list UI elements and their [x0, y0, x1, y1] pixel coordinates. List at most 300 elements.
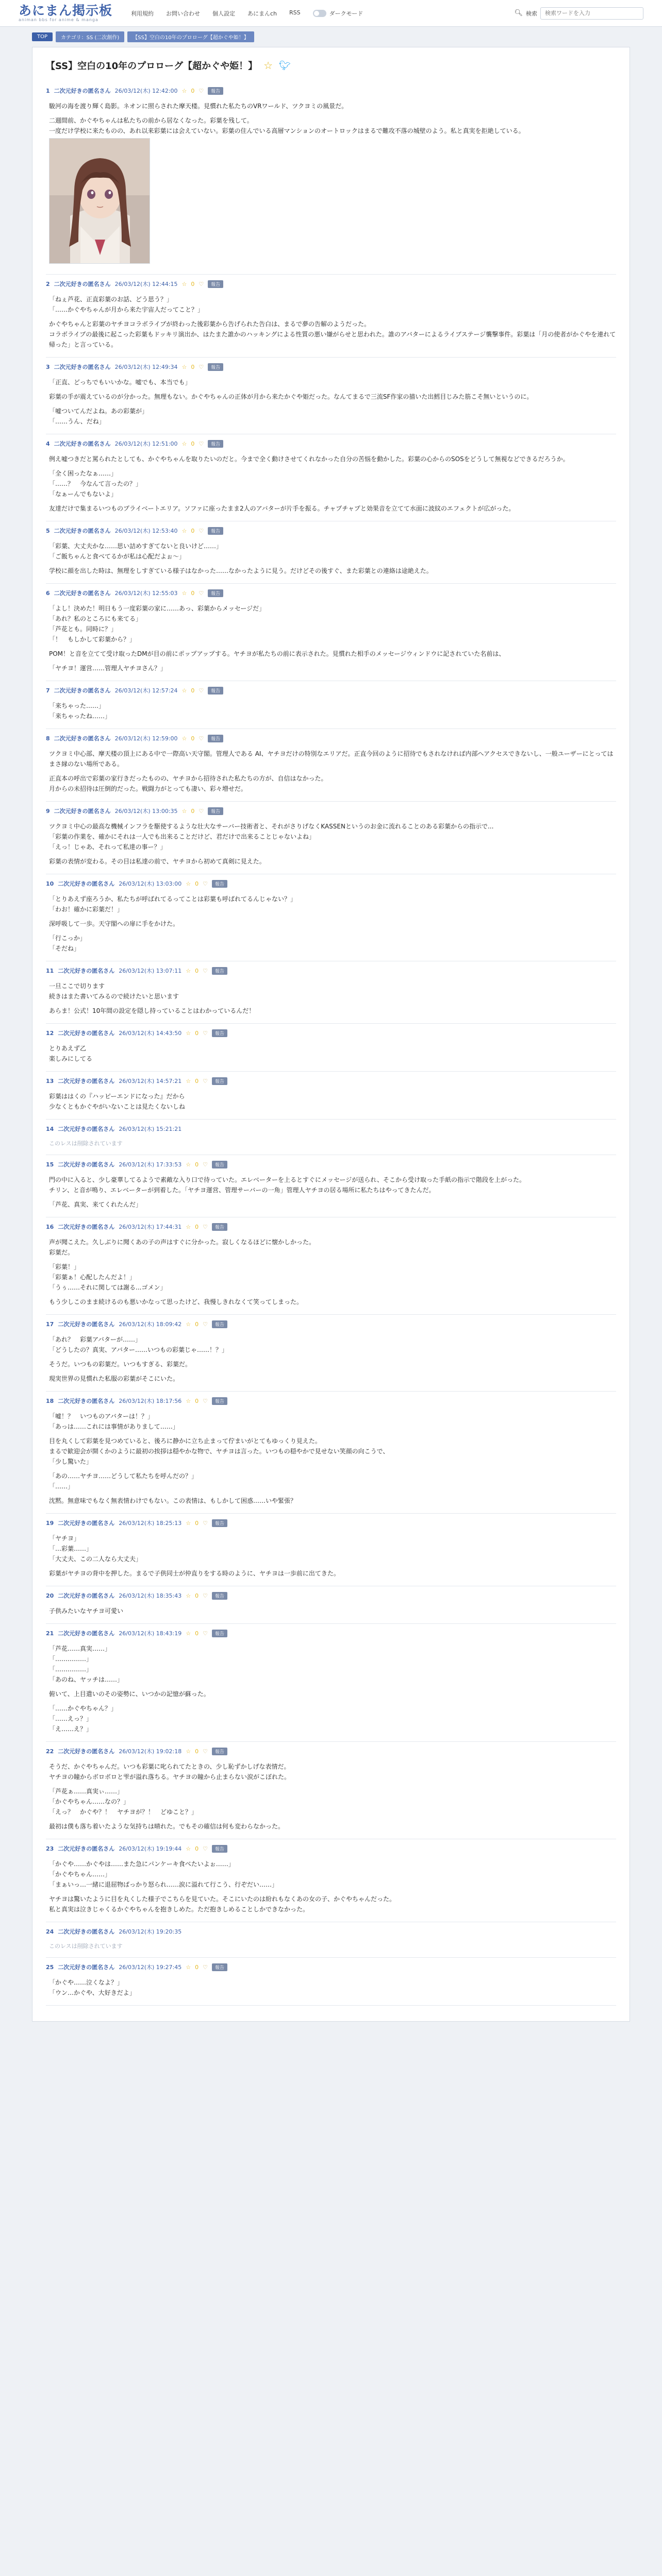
- post-line: 「嘘ついてんだよね。あの彩葉が」: [49, 408, 148, 415]
- post-line: 「そだね」: [49, 945, 80, 952]
- post-header: [46, 879, 616, 888]
- post-line: 「あのね、ヤッチは……」: [49, 1676, 124, 1683]
- post-number[interactable]: 3: [46, 363, 50, 370]
- post-header: [46, 1591, 616, 1600]
- report-button[interactable]: 報告: [212, 1630, 227, 1637]
- reaction-heart-icon[interactable]: ♡: [203, 1845, 208, 1852]
- post-body: [46, 603, 616, 673]
- reaction-heart-icon[interactable]: ♡: [198, 527, 204, 534]
- like-count: 0: [195, 1519, 199, 1527]
- report-button[interactable]: 報告: [212, 880, 227, 888]
- like-count: 0: [191, 280, 195, 287]
- post: [46, 1120, 616, 1155]
- like-count: 0: [195, 1320, 199, 1328]
- post-number[interactable]: 22: [46, 1748, 54, 1755]
- like-star-icon[interactable]: ☆: [186, 1320, 191, 1328]
- post-date: 26/03/12(木) 19:19:44: [119, 1845, 182, 1852]
- post-body: [46, 1643, 616, 1734]
- post-line: [49, 929, 616, 933]
- post-date: 26/03/12(木) 18:09:42: [119, 1321, 182, 1328]
- poster-name: 二次元好きの匿名さん: [58, 1520, 115, 1527]
- post-date: 26/03/12(木) 12:49:34: [114, 364, 178, 370]
- report-button[interactable]: 報告: [212, 967, 227, 975]
- post-line: 彩葉ははくの『ハッピーエンドになった』だから: [49, 1093, 185, 1100]
- post-number[interactable]: 14: [46, 1125, 54, 1132]
- post-line: [49, 1817, 616, 1821]
- post-line: 「かぐやちゃん……」: [49, 1871, 111, 1878]
- post-line: 「まぁいっ…一緒に退屈物ばっかり怒られ……涙に溢れて行こう、行ぞだい……」: [49, 1881, 278, 1888]
- report-button[interactable]: 報告: [208, 589, 223, 597]
- like-count: 0: [195, 1963, 199, 1971]
- post: [46, 1514, 616, 1586]
- post-line: あらま！公式！10年間の設定を隠し持っていることはわかっているんだ！: [49, 1007, 255, 1014]
- like-star-icon[interactable]: ☆: [186, 880, 191, 887]
- post-date: 26/03/12(木) 12:53:40: [114, 528, 178, 534]
- post-date: 26/03/12(木) 12:51:00: [114, 440, 178, 447]
- post-header: [46, 1629, 616, 1637]
- report-button[interactable]: 報告: [208, 735, 223, 742]
- reaction-heart-icon[interactable]: ♡: [203, 1161, 208, 1168]
- post-line: もう少しこのまま続けるのも悪いかなって思ったけど、我慢しきれなくて笑ってしまった。: [49, 1298, 303, 1306]
- post-line: 「彩葉ぁ！心配したんだよ！」: [49, 1274, 136, 1281]
- reaction-heart-icon[interactable]: ♡: [203, 1320, 208, 1328]
- post-number[interactable]: 25: [46, 1963, 54, 1971]
- post-header: [46, 967, 616, 975]
- site-logo-text: あにまん掲示板: [19, 3, 113, 18]
- nav-terms[interactable]: 利用規約: [131, 10, 154, 17]
- post-line: [49, 1699, 616, 1703]
- post-date: 26/03/12(木) 18:25:13: [119, 1520, 182, 1527]
- report-button[interactable]: 報告: [208, 363, 223, 371]
- post-line: 現実世界の見慣れた私服の彩葉がそこにいた。: [49, 1375, 179, 1382]
- post-body: [46, 894, 616, 954]
- like-star-icon[interactable]: ☆: [186, 1397, 191, 1404]
- like-count: 0: [195, 1592, 199, 1599]
- post-line: 「ウン…かぐや、大好きだよ」: [49, 1989, 136, 1996]
- poster-name: 二次元好きの匿名さん: [54, 528, 111, 534]
- like-count: 0: [195, 1748, 199, 1755]
- like-count: 0: [195, 1077, 199, 1084]
- post-line: [49, 645, 616, 649]
- post-line: 子供みたいなヤチヨ可愛い: [49, 1607, 124, 1615]
- thread-title: 【SS】空白の10年のプロローグ【超かぐや姫！】: [46, 61, 258, 72]
- post-number[interactable]: 4: [46, 440, 50, 447]
- post-line: 「ねぇ芦花、正直彩葉のお話、どう思う？」: [49, 296, 173, 303]
- post: [46, 1072, 616, 1120]
- like-count: 0: [191, 735, 195, 742]
- post-date: 26/03/12(木) 17:33:53: [119, 1161, 182, 1168]
- like-star-icon[interactable]: ☆: [181, 87, 187, 94]
- post-line: 「……うん、だね」: [49, 418, 105, 425]
- post-line: [49, 111, 616, 115]
- post-line: [49, 1782, 616, 1786]
- like-star-icon[interactable]: ☆: [181, 735, 187, 742]
- post-line: ヤチヨの瞳からボロボロと雫が溢れ落ちる。ヤチヨの瞳から止まらない涙がこぼれた。: [49, 1773, 291, 1781]
- post-header: [46, 1747, 616, 1755]
- like-count: 0: [195, 1845, 199, 1852]
- reaction-heart-icon[interactable]: ♡: [203, 1519, 208, 1527]
- post-body: [46, 1533, 616, 1579]
- report-button[interactable]: 報告: [212, 1963, 227, 1971]
- post-header: [46, 1160, 616, 1168]
- reaction-heart-icon[interactable]: ♡: [203, 1592, 208, 1599]
- post-body: [46, 1091, 616, 1112]
- like-star-icon[interactable]: ☆: [186, 1161, 191, 1168]
- post-line: 彩葉の手が震えているのが分かった。無理もない。かぐやちゃんの正体が月から来たかぐや姫だった。なんてまるで三流SF作家の描いた出鱈目じみた筋こそ無いというのに。: [49, 393, 533, 400]
- post: [46, 584, 616, 681]
- post-number[interactable]: 7: [46, 687, 50, 694]
- post-line: 「うぅ……それに関しては謝る...ゴメン」: [49, 1284, 167, 1291]
- poster-name: 二次元好きの匿名さん: [58, 1845, 115, 1852]
- post-number[interactable]: 1: [46, 87, 50, 94]
- like-star-icon[interactable]: ☆: [181, 807, 187, 815]
- post-line: かぐやちゃんと彩葉のヤチヨコラボライブが終わった後彩葉から告げられた告白は、まるで夢の告解のようだった。: [49, 320, 371, 328]
- post-number[interactable]: 18: [46, 1397, 54, 1404]
- poster-name: 二次元好きの匿名さん: [54, 281, 111, 287]
- post-line: 「……………」: [49, 1666, 93, 1673]
- reaction-heart-icon[interactable]: ♡: [198, 687, 204, 694]
- post-line: 「正直、どっちでもいいかな。嘘でも、本当でも」: [49, 379, 191, 386]
- report-button[interactable]: 報告: [208, 807, 223, 815]
- post-line: 続きはまた書いてみるので続けたいと思います: [49, 993, 179, 1000]
- reaction-heart-icon[interactable]: ♡: [203, 880, 208, 887]
- like-count: 0: [195, 1630, 199, 1637]
- post-line: 私と真実は泣きじゃくるかぐやちゃんを抱きしめた。ただ抱きしめることしかできなかった。: [49, 1906, 309, 1913]
- post-body: [46, 1606, 616, 1616]
- reaction-heart-icon[interactable]: ♡: [198, 807, 204, 815]
- post-line: [49, 914, 616, 919]
- like-count: 0: [191, 807, 195, 815]
- post-image-anime-girl[interactable]: [49, 138, 150, 264]
- search-input[interactable]: [540, 7, 643, 20]
- reaction-heart-icon[interactable]: ♡: [203, 1630, 208, 1637]
- post-header: [46, 1397, 616, 1405]
- post-header: [46, 1844, 616, 1853]
- report-button[interactable]: 報告: [208, 87, 223, 95]
- poster-name: 二次元好きの匿名さん: [54, 364, 111, 370]
- post-number[interactable]: 11: [46, 967, 54, 974]
- post-number[interactable]: 9: [46, 807, 50, 815]
- reaction-heart-icon[interactable]: ♡: [198, 589, 204, 597]
- dark-mode-label: ダークモード: [329, 10, 363, 17]
- post-body: [46, 454, 616, 514]
- post: [46, 1315, 616, 1392]
- like-star-icon[interactable]: ☆: [181, 527, 187, 534]
- header-nav: [131, 9, 301, 18]
- report-button[interactable]: 報告: [208, 687, 223, 694]
- favorite-star-icon[interactable]: ☆: [263, 59, 273, 72]
- post-header: [46, 87, 616, 95]
- search-label: 検索: [526, 10, 537, 17]
- post-line: 「…彩葉……」: [49, 1545, 93, 1552]
- report-button[interactable]: 報告: [212, 1519, 227, 1527]
- post-line: 学校に顔を出した時は、無理をしすぎている様子はなかった……なかったように見う。だけどその後すぐ、また彩葉との連絡は途絶えた。: [49, 567, 433, 574]
- like-star-icon[interactable]: ☆: [186, 1519, 191, 1527]
- twitter-bird-icon[interactable]: 🐦︎: [279, 60, 291, 71]
- post-line: 深呼吸して一歩。天守閣への扉に手をかけた。: [49, 920, 179, 927]
- post-number[interactable]: 10: [46, 880, 54, 887]
- post-number[interactable]: 12: [46, 1029, 54, 1037]
- post-line: 「あれ？私のところにも来てる」: [49, 615, 142, 622]
- post-header: [46, 1927, 616, 1936]
- post-line: 一旦ここで切ります: [49, 982, 105, 990]
- post-date: 26/03/12(木) 13:03:00: [119, 880, 182, 887]
- post-number[interactable]: 23: [46, 1845, 54, 1852]
- reaction-heart-icon[interactable]: ♡: [203, 1963, 208, 1971]
- post-number[interactable]: 21: [46, 1630, 54, 1637]
- nav-settings[interactable]: 個人設定: [212, 10, 235, 17]
- reaction-heart-icon[interactable]: ♡: [198, 280, 204, 287]
- post-line: [49, 1195, 616, 1199]
- report-button[interactable]: 報告: [212, 1748, 227, 1755]
- post-line: [49, 1890, 616, 1894]
- post-number[interactable]: 8: [46, 735, 50, 742]
- reaction-heart-icon[interactable]: ♡: [203, 1077, 208, 1084]
- post: [46, 802, 616, 874]
- post-date: 26/03/12(木) 19:27:45: [119, 1964, 182, 1971]
- post-date: 26/03/12(木) 17:44:31: [119, 1224, 182, 1230]
- post-line: 「芦花、真実、来てくれたんだ」: [49, 1201, 142, 1208]
- post-line: 正直本の呼出で彩葉の家行きだったものの、ヤチヨから招待された私たちの方が、自信はなかった。: [49, 775, 327, 782]
- report-button[interactable]: 報告: [212, 1029, 227, 1037]
- thread-container: [32, 47, 630, 2022]
- search-icon[interactable]: 🔍︎: [514, 9, 523, 17]
- like-count: 0: [191, 527, 195, 534]
- post-line: 「かぐやちゃん……なの？」: [49, 1798, 130, 1805]
- breadcrumb-top[interactable]: TOP: [32, 32, 53, 41]
- post-line: 「全く困ったなぁ……」: [49, 470, 118, 477]
- like-star-icon[interactable]: ☆: [186, 1748, 191, 1755]
- post-line: 彩葉だ。: [49, 1249, 74, 1256]
- like-star-icon[interactable]: ☆: [186, 1223, 191, 1230]
- post: [46, 681, 616, 729]
- post-line: 「かぐや……泣くなよ？」: [49, 1979, 124, 1986]
- search-area: [514, 7, 643, 20]
- post-line: コラボライブの最後に起こった彩葉もドッキリ演出か、はたまた誰かのハッキングによる性質の悪い嫌がらせと思われた。誰のアバターによるライブステージ襲撃事件。彩葉は「月の使者がかぐやを連れて帰った」と言っている。: [49, 331, 616, 348]
- post-line: 「嘘！？ いつものアバターは！？」: [49, 1413, 154, 1420]
- post-line: 彩葉がヤチヨの背中を押した。まるで子供同士が仲直りをする時のように、ヤチヨは一歩前に出てきた。: [49, 1570, 340, 1577]
- poster-name: 二次元好きの匿名さん: [58, 880, 115, 887]
- like-star-icon[interactable]: ☆: [186, 967, 191, 974]
- post-line: 彩葉の表情が変わる。その目は私達の前で、ヤチヨから初めて真剣に見えた。: [49, 858, 266, 865]
- post-number[interactable]: 20: [46, 1592, 54, 1599]
- like-count: 0: [195, 1397, 199, 1404]
- post-line: そうだ、かぐやちゃんだ。いつも彩葉に叱られてたときの、少し恥ずかしげな表情だ。: [49, 1763, 290, 1770]
- like-count: 0: [195, 1223, 199, 1230]
- post-number[interactable]: 16: [46, 1223, 54, 1230]
- post-line: 「……？ 今なんて言ったの？」: [49, 480, 142, 487]
- reaction-heart-icon[interactable]: ♡: [198, 363, 204, 370]
- poster-name: 二次元好きの匿名さん: [58, 1321, 115, 1328]
- reaction-heart-icon[interactable]: ♡: [203, 1748, 208, 1755]
- post-body: [46, 701, 616, 721]
- report-button[interactable]: 報告: [212, 1397, 227, 1405]
- post-number[interactable]: 24: [46, 1928, 54, 1935]
- post-header: [46, 1125, 616, 1133]
- post-line: 「来ちゃった……」: [49, 702, 105, 709]
- post-body: [46, 1175, 616, 1210]
- post-line: [49, 1492, 616, 1496]
- like-star-icon[interactable]: ☆: [186, 1029, 191, 1037]
- post-number[interactable]: 13: [46, 1077, 54, 1084]
- post-number[interactable]: 19: [46, 1519, 54, 1527]
- post-line: 「わお！確かに彩葉だ！」: [49, 906, 124, 913]
- like-count: 0: [195, 967, 199, 974]
- post-line: 「……かぐやちゃん？」: [49, 1705, 118, 1712]
- post-number[interactable]: 2: [46, 280, 50, 287]
- report-button[interactable]: 報告: [208, 280, 223, 288]
- post-line: まるで歓迎会が開くかのように最初の挨拶は穏やかな物で、ヤチヨは言った。いつもの穏やかで見せない笑顔の向こうで、: [49, 1448, 389, 1455]
- report-button[interactable]: 報告: [212, 1223, 227, 1231]
- post-date: 26/03/12(木) 18:35:43: [119, 1592, 182, 1599]
- post-line: 「なぁーんでもないよ」: [49, 490, 118, 498]
- post-line: [49, 1467, 616, 1471]
- post-line: 門の中に入ると、少し豪華してるようで素敵な入り口で待っていた。エレベーターを上るとすぐにメッセージが送られ、そこから受け取った手紙の指示で階段を上がった。: [49, 1176, 526, 1183]
- post-date: 26/03/12(木) 12:55:03: [114, 590, 178, 597]
- post-line: とりあえず乙: [49, 1045, 87, 1052]
- report-button[interactable]: 報告: [208, 527, 223, 535]
- reaction-heart-icon[interactable]: ♡: [198, 735, 204, 742]
- post-header: [46, 1963, 616, 1971]
- poster-name: 二次元好きの匿名さん: [54, 687, 111, 694]
- report-button[interactable]: 報告: [212, 1845, 227, 1853]
- post-number[interactable]: 5: [46, 527, 50, 534]
- post-line: 「行こっか」: [49, 935, 86, 942]
- post-line: [49, 1258, 616, 1262]
- post-header: [46, 807, 616, 815]
- site-logo-subtitle: animan bbs for anime & manga: [19, 18, 98, 22]
- like-count: 0: [195, 880, 199, 887]
- poster-name: 二次元好きの匿名さん: [54, 808, 111, 815]
- post-line: [49, 1432, 616, 1436]
- poster-name: 二次元好きの匿名さん: [58, 968, 115, 974]
- like-star-icon[interactable]: ☆: [181, 589, 187, 597]
- toggle-switch-icon[interactable]: [313, 10, 326, 17]
- nav-contact[interactable]: お問い合わせ: [166, 10, 200, 17]
- post-date: 26/03/12(木) 18:43:19: [119, 1630, 182, 1637]
- post-header: [46, 1519, 616, 1527]
- like-star-icon[interactable]: ☆: [181, 440, 187, 447]
- reaction-heart-icon[interactable]: ♡: [203, 967, 208, 974]
- post-line: [49, 387, 616, 392]
- post-line: [49, 402, 616, 406]
- deleted-notice: このレスは削除されています: [49, 1140, 123, 1147]
- post-line: 目を丸くして彩葉を見つめていると、後ろに静かに立ち止まって佇まいがとてもゆっくり見えた。: [49, 1437, 321, 1445]
- post-body: [46, 981, 616, 1016]
- like-star-icon[interactable]: ☆: [186, 1077, 191, 1084]
- post: [46, 1839, 616, 1922]
- post-number[interactable]: 6: [46, 589, 50, 597]
- nav-animanch[interactable]: あにまんch: [247, 10, 277, 17]
- post-body: [46, 1761, 616, 1832]
- breadcrumb-category[interactable]: カテゴリ：SS (二次創作): [56, 31, 124, 42]
- poster-name: 二次元好きの匿名さん: [58, 1630, 115, 1637]
- anime-girl-illustration: [49, 139, 150, 264]
- site-logo[interactable]: [19, 4, 122, 22]
- reaction-heart-icon[interactable]: ♡: [198, 440, 204, 447]
- post: [46, 961, 616, 1024]
- like-star-icon[interactable]: ☆: [181, 687, 187, 694]
- post-line: 「……かぐやちゃんが月から来た宇宙人だってこと？」: [49, 306, 204, 313]
- post-header: [46, 363, 616, 371]
- post-body: [46, 821, 616, 867]
- post-date: 26/03/12(木) 19:20:35: [119, 1928, 182, 1935]
- post-line: 月からの未招待は圧倒的だった。戦闘力がとっても凄い、彩々増せだ。: [49, 785, 247, 792]
- post-line: [49, 1355, 616, 1359]
- reaction-heart-icon[interactable]: ♡: [203, 1029, 208, 1037]
- like-star-icon[interactable]: ☆: [186, 1963, 191, 1971]
- reaction-heart-icon[interactable]: ♡: [203, 1223, 208, 1230]
- post: [46, 358, 616, 434]
- breadcrumb-thread[interactable]: 【SS】空白の10年のプロローグ【超かぐや姫！】: [127, 31, 254, 42]
- poster-name: 二次元好きの匿名さん: [58, 1078, 115, 1084]
- like-star-icon[interactable]: ☆: [181, 280, 187, 287]
- post-date: 26/03/12(木) 14:57:21: [119, 1078, 182, 1084]
- report-button[interactable]: 報告: [208, 440, 223, 448]
- post-header: [46, 280, 616, 288]
- post-number[interactable]: 15: [46, 1161, 54, 1168]
- poster-name: 二次元好きの匿名さん: [58, 1592, 115, 1599]
- post-body: [46, 1859, 616, 1914]
- post-header: [46, 439, 616, 448]
- like-count: 0: [195, 1029, 199, 1037]
- like-star-icon[interactable]: ☆: [181, 363, 187, 370]
- like-star-icon[interactable]: ☆: [186, 1630, 191, 1637]
- post-line: [49, 1369, 616, 1374]
- post-line: [49, 499, 616, 503]
- post-line: 「かぐや……かぐやは……また急にパンケーキ食べたいよぉ……」: [49, 1860, 235, 1868]
- report-button[interactable]: 報告: [212, 1320, 227, 1328]
- post-line: [49, 852, 616, 856]
- post-line: [49, 769, 616, 773]
- poster-name: 二次元好きの匿名さん: [54, 735, 111, 742]
- post: [46, 81, 616, 275]
- post-line: 駿河の海を渡り輝く島影。ネオンに照らされた摩天楼。見慣れた私たちのVRワールド、ツクヨミの風景だ。: [49, 103, 348, 110]
- like-star-icon[interactable]: ☆: [186, 1592, 191, 1599]
- post: [46, 1742, 616, 1839]
- post-line: 「……えっ？」: [49, 1715, 93, 1722]
- post-line: POM！と音を立てて受け取ったDMが目の前にポップアップする。ヤチヨが私たちの前に表示された。見慣れた相手のメッセージウィンドウに記されていた名前は、: [49, 650, 505, 657]
- thread-title-row: [46, 59, 616, 72]
- post-line: 「えっ？ かぐや？！ ヤチヨが？！ どゆこと？」: [49, 1808, 198, 1816]
- dark-mode-toggle[interactable]: [313, 9, 363, 18]
- post-line: [49, 1002, 616, 1006]
- post-body: [46, 101, 616, 264]
- report-button[interactable]: 報告: [212, 1077, 227, 1085]
- post-line: 「！ もしかして彩葉から？」: [49, 636, 136, 643]
- site-header: [0, 0, 662, 27]
- post-line: 楽しみにしてる: [49, 1055, 93, 1062]
- nav-rss[interactable]: RSS: [289, 9, 301, 16]
- post-line: 「ご飯ちゃんと食べてるかが私は心配だよぉ～」: [49, 553, 186, 560]
- post-header: [46, 686, 616, 694]
- reaction-heart-icon[interactable]: ♡: [198, 87, 204, 94]
- post-header: [46, 589, 616, 597]
- post-number[interactable]: 17: [46, 1320, 54, 1328]
- like-star-icon[interactable]: ☆: [186, 1845, 191, 1852]
- post-line: [49, 1685, 616, 1689]
- poster-name: 二次元好きの匿名さん: [54, 440, 111, 447]
- post: [46, 275, 616, 358]
- post-line: そうだ。いつもの彩葉だ。いつもすぎる、彩葉だ。: [49, 1361, 192, 1368]
- report-button[interactable]: 報告: [212, 1161, 227, 1168]
- post-line: 「あれ？ 彩葉アバターが……」: [49, 1336, 142, 1343]
- report-button[interactable]: 報告: [212, 1592, 227, 1600]
- breadcrumb: [0, 27, 662, 47]
- reaction-heart-icon[interactable]: ♡: [203, 1397, 208, 1404]
- post-line: 俯いて、上目遣いのその姿勢に、いつかの記憶が蘇った。: [49, 1690, 210, 1698]
- post-line: 「芦花とも。同時に？」: [49, 625, 118, 633]
